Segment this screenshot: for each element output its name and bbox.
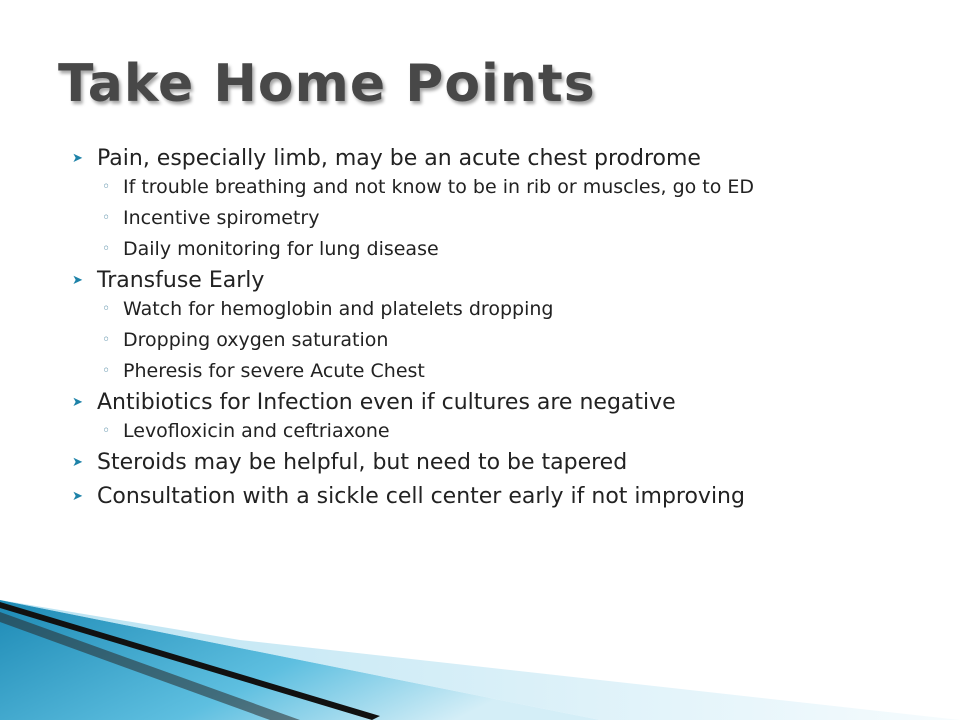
bullet-text: Antibiotics for Infection even if cultures are negative [97,390,676,415]
sub-bullet-list [97,176,940,261]
bullet-item [70,483,940,511]
arrow-bullet-icon: ➤ [72,151,83,166]
sub-bullet-text: Pheresis for severe Acute Chest [123,360,425,382]
sub-bullet-text: If trouble breathing and not know to be in rib or muscles, go to ED [123,176,755,198]
sub-bullet-text: Incentive spirometry [123,207,320,229]
arrow-bullet-icon: ➤ [72,455,83,470]
slide-title: Take Home Points [58,54,596,114]
sub-bullet-text: Daily monitoring for lung disease [123,238,439,260]
arrow-bullet-icon: ➤ [72,489,83,504]
sub-bullet-text: Dropping oxygen saturation [123,329,389,351]
bullet-item [70,389,940,443]
bullet-text: Pain, especially limb, may be an acute chest prodrome [97,146,701,171]
circle-bullet-icon: ◦ [102,241,111,257]
sub-bullet-item [97,329,940,352]
bullet-text: Transfuse Early [97,268,265,293]
circle-bullet-icon: ◦ [102,301,111,317]
bullet-text: Consultation with a sickle cell center early if not improving [97,484,745,509]
sub-bullet-item [97,207,940,230]
circle-bullet-icon: ◦ [102,332,111,348]
bullet-list [70,145,940,511]
circle-bullet-icon: ◦ [102,363,111,379]
arrow-bullet-icon: ➤ [72,395,83,410]
sub-bullet-list [97,420,940,443]
sub-bullet-text: Levofloxicin and ceftriaxone [123,420,390,442]
sub-bullet-item [97,238,940,261]
circle-bullet-icon: ◦ [102,179,111,195]
circle-bullet-icon: ◦ [102,210,111,226]
bullet-text: Steroids may be helpful, but need to be tapered [97,450,628,475]
sub-bullet-item [97,176,940,199]
arrow-bullet-icon: ➤ [72,273,83,288]
bullet-item [70,267,940,383]
sub-bullet-text: Watch for hemoglobin and platelets dropping [123,298,554,320]
sub-bullet-item [97,360,940,383]
circle-bullet-icon: ◦ [102,423,111,439]
sub-bullet-list [97,298,940,383]
bullet-item [70,449,940,477]
sub-bullet-item [97,298,940,321]
bullet-item [70,145,940,261]
sub-bullet-item [97,420,940,443]
